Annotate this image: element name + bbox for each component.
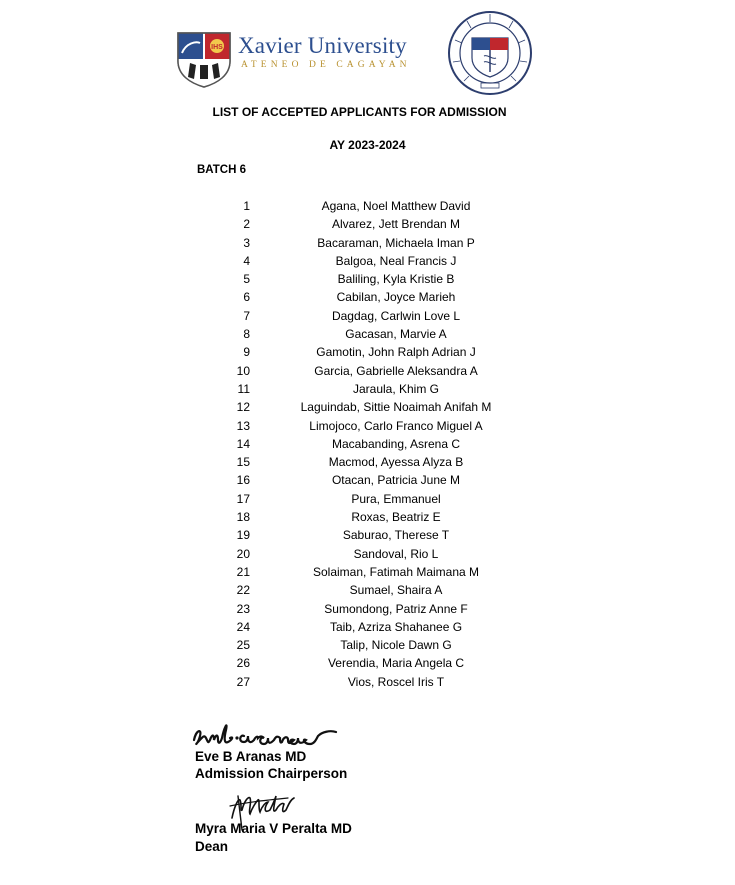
list-item bbox=[0, 654, 735, 672]
applicant-number: 11 bbox=[237, 381, 250, 396]
applicant-name: Agana, Noel Matthew David bbox=[321, 199, 471, 213]
xavier-university-shield-logo bbox=[176, 31, 232, 88]
applicant-number: 21 bbox=[236, 564, 250, 579]
applicant-number: 23 bbox=[236, 601, 250, 616]
list-item bbox=[0, 673, 735, 691]
applicant-number: 14 bbox=[236, 436, 250, 451]
applicant-name: Balgoa, Neal Francis J bbox=[335, 253, 457, 268]
applicant-name: Laguindab, Sittie Noaimah Anifah M bbox=[300, 400, 492, 415]
list-item bbox=[0, 526, 735, 544]
list-item bbox=[0, 234, 735, 252]
list-item bbox=[0, 581, 735, 599]
list-item bbox=[0, 545, 735, 563]
list-item bbox=[0, 490, 735, 508]
school-of-medicine-seal-logo bbox=[447, 10, 533, 96]
applicant-number: 20 bbox=[236, 546, 250, 561]
signatory-title: Dean bbox=[195, 839, 229, 854]
list-item bbox=[0, 471, 735, 489]
applicant-name: Macabanding, Asrena C bbox=[331, 436, 461, 451]
applicant-number: 27 bbox=[236, 674, 250, 689]
applicant-name: Alvarez, Jett Brendan M bbox=[331, 217, 461, 232]
applicant-name: Jaraula, Khim G bbox=[352, 381, 440, 396]
academic-year: AY 2023-2024 bbox=[329, 138, 406, 152]
xavier-university-wordmark bbox=[238, 34, 411, 70]
applicant-number: 8 bbox=[243, 327, 250, 342]
applicant-number: 10 bbox=[236, 363, 250, 378]
applicant-name: Cabilan, Joyce Marieh bbox=[336, 290, 456, 305]
list-item bbox=[0, 215, 735, 233]
list-item bbox=[0, 453, 735, 471]
applicant-name: Sumael, Shaira A bbox=[349, 583, 443, 598]
applicant-number: 13 bbox=[236, 418, 250, 433]
list-item bbox=[0, 618, 735, 636]
signatory-name: Eve B Aranas MD bbox=[195, 749, 307, 764]
applicant-number: 7 bbox=[243, 308, 250, 323]
applicant-name: Verendia, Maria Angela C bbox=[327, 656, 465, 671]
applicant-name: Dagdag, Carlwin Love L bbox=[331, 308, 461, 323]
list-item bbox=[0, 197, 735, 215]
applicant-name: Macmod, Ayessa Alyza B bbox=[328, 455, 464, 470]
list-item bbox=[0, 270, 735, 288]
applicant-number: 18 bbox=[236, 510, 250, 525]
applicant-name: Taib, Azriza Shahanee G bbox=[329, 619, 463, 634]
university-subtitle: ATENEO DE CAGAYAN bbox=[241, 60, 411, 70]
applicant-name: Limojoco, Carlo Franco Miguel A bbox=[309, 418, 483, 433]
applicant-number: 16 bbox=[236, 473, 250, 488]
applicant-number: 17 bbox=[236, 491, 250, 506]
signatory-title: Admission Chairperson bbox=[195, 766, 348, 781]
applicant-name: Solaiman, Fatimah Maimana M bbox=[312, 564, 480, 579]
svg-text:IHS: IHS bbox=[211, 44, 223, 51]
applicant-number: 25 bbox=[236, 638, 250, 653]
applicant-list bbox=[0, 197, 735, 691]
applicant-name: Roxas, Beatriz E bbox=[351, 510, 441, 525]
applicant-number: 15 bbox=[236, 455, 250, 470]
applicant-name: Sumondong, Patriz Anne F bbox=[324, 601, 468, 616]
applicant-name: Baliling, Kyla Kristie B bbox=[337, 272, 455, 287]
list-item bbox=[0, 307, 735, 325]
applicant-number: 22 bbox=[236, 583, 250, 598]
document-title: LIST OF ACCEPTED APPLICANTS FOR ADMISSION bbox=[212, 105, 507, 119]
applicant-number: 5 bbox=[243, 272, 250, 287]
applicant-name: Bacaraman, Michaela Iman P bbox=[317, 235, 475, 250]
list-item bbox=[0, 362, 735, 380]
list-item bbox=[0, 380, 735, 398]
applicant-number: 2 bbox=[243, 217, 250, 232]
applicant-name: Garcia, Gabrielle Aleksandra A bbox=[314, 363, 478, 378]
list-item bbox=[0, 288, 735, 306]
applicant-name: Gacasan, Marvie A bbox=[345, 327, 447, 342]
applicant-number: 26 bbox=[236, 656, 250, 671]
applicant-name: Otacan, Patricia June M bbox=[331, 473, 461, 488]
list-item bbox=[0, 508, 735, 526]
applicant-number: 19 bbox=[236, 528, 250, 543]
signatory-name: Myra Maria V Peralta MD bbox=[195, 821, 352, 836]
list-item bbox=[0, 398, 735, 416]
list-item bbox=[0, 435, 735, 453]
applicant-number: 3 bbox=[243, 235, 250, 250]
list-item bbox=[0, 636, 735, 654]
handwritten-signature-chairperson bbox=[190, 716, 340, 752]
applicant-number: 24 bbox=[236, 619, 250, 634]
applicant-name: Saburao, Therese T bbox=[342, 528, 450, 543]
applicant-name: Gamotin, John Ralph Adrian J bbox=[316, 345, 476, 360]
list-item bbox=[0, 563, 735, 581]
list-item bbox=[0, 600, 735, 618]
list-item bbox=[0, 325, 735, 343]
applicant-number: 6 bbox=[243, 290, 250, 305]
applicant-number: 4 bbox=[243, 253, 250, 268]
applicant-name: Talip, Nicole Dawn G bbox=[340, 638, 452, 653]
applicant-name: Vios, Roscel Iris T bbox=[347, 674, 445, 689]
applicant-name: Pura, Emmanuel bbox=[351, 491, 441, 506]
list-item bbox=[0, 252, 735, 270]
applicant-name: Sandoval, Rio L bbox=[353, 546, 439, 561]
university-name: Xavier University bbox=[238, 33, 407, 58]
applicant-number: 12 bbox=[236, 400, 250, 415]
list-item bbox=[0, 417, 735, 435]
applicant-number: 9 bbox=[243, 345, 250, 360]
applicant-number: 1 bbox=[243, 199, 250, 213]
list-item bbox=[0, 343, 735, 361]
batch-label: BATCH 6 bbox=[197, 164, 246, 176]
